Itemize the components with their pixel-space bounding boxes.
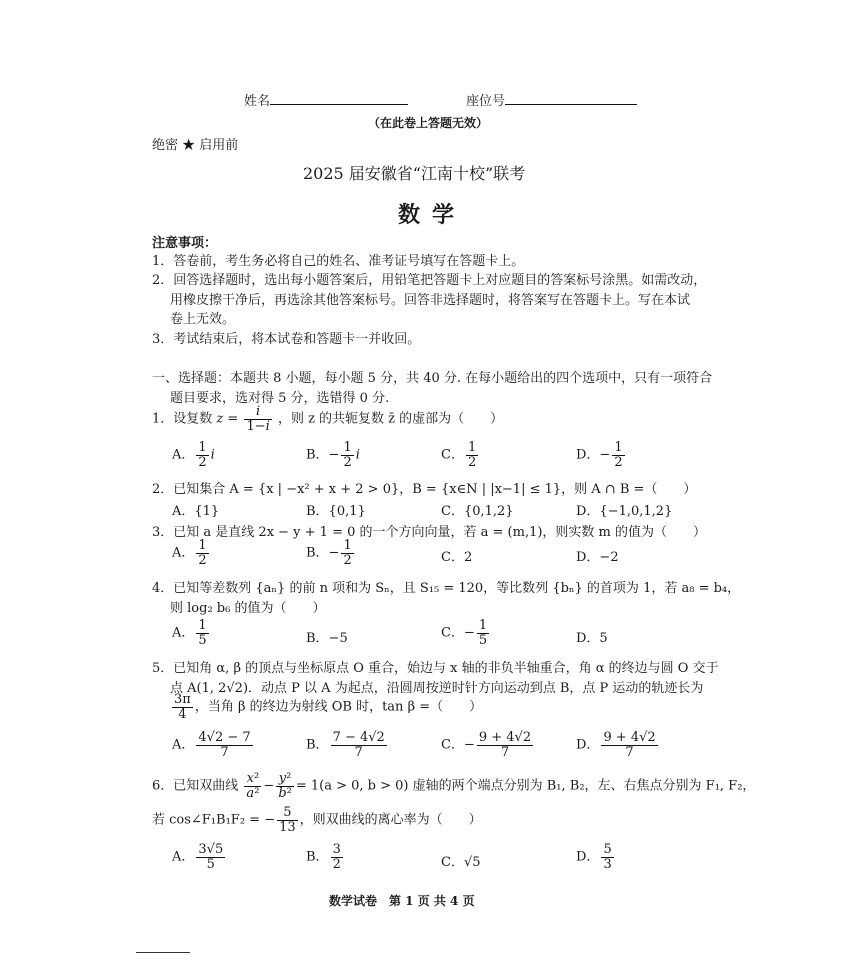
q5-option-a: A． $\frac{4√2 - 7}{7}$ — [172, 730, 251, 760]
q4-option-d: D．5 — [576, 631, 608, 646]
q6-option-a: A． $\frac{3√5}{5}$ — [172, 842, 224, 872]
q2-option-a: A．{1} — [172, 504, 220, 519]
q3-option-d: D．−2 — [576, 550, 619, 565]
q6-option-b: B． $\frac{3}{2}$ — [306, 842, 341, 872]
q3-option-b: B．− $\frac{1}{2}$ — [306, 538, 352, 568]
question-6: 6．已知双曲线 $\frac{\text{x²}}{\text{a²}}$ − $\frac{\text{y²}}{\text{b²}}$ = 1(a > 0, b > 0) 虚轴的两个端点分别为 B₁, B₂，左、右焦点分别为 F₁, F₂， — [152, 771, 756, 801]
page-footer: 数学试卷 第 1 页 共 4 页 — [329, 894, 475, 908]
question-2: 2．已知集合 A = {x | −x² + x + 2 > 0}，B = {x∈N | |x−1| ≤ 1}，则 A ∩ B =（ ） — [152, 482, 697, 497]
q5-option-c: C．− $\frac{9 + 4√2}{7}$ — [441, 730, 532, 760]
q3-option-a: A． $\frac{1}{2}$ — [172, 538, 207, 568]
question-6-cont: 若 cos∠F₁B₁F₂ = − $\frac{5}{13}$ ，则双曲线的离心率为（ ） — [152, 805, 482, 835]
question-5: 5．已知角 α, β 的顶点与坐标原点 O 重合，始边与 x 轴的非负半轴重合，角 α 的终边与圆 O 交于 — [152, 661, 719, 676]
question-4: 4．已知等差数列 {aₙ} 的前 n 项和为 Sₙ，且 S₁₅ = 120，等比数列 {bₙ} 的首项为 1，若 a₈ = b₄， — [152, 581, 741, 596]
notice-item: 用橡皮擦干净后，再选涂其他答案标号。回答非选择题时，将答案写在答题卡上。写在本试 — [170, 293, 691, 308]
q2-option-d: D．{−1,0,1,2} — [576, 504, 673, 519]
q2-option-c: C．{0,1,2} — [441, 504, 514, 519]
name-label: 姓名 — [244, 90, 408, 109]
q4-option-a: A． $\frac{1}{5}$ — [172, 618, 207, 648]
bottom-rule — [136, 952, 190, 953]
question-5-cont: 点 A(1, 2√2)．动点 P 以 A 为起点，沿圆周按逆时针方向运动到点 B，点 P 运动的轨迹长为 — [170, 681, 704, 696]
section-heading: 一、选择题：本题共 8 小题，每小题 5 分，共 40 分. 在每小题给出的四个选项中，只有一项符合 — [152, 371, 713, 386]
notice-item: 1．答卷前，考生务必将自己的姓名、准考证号填写在答题卡上。 — [152, 254, 525, 269]
q6-option-c: C．√5 — [441, 855, 481, 870]
section-heading-cont: 题目要求，选对得 5 分，选错得 0 分. — [170, 391, 390, 406]
question-1: 1．设复数 z = $\frac{i}{1-i}$ ，则 z 的共轭复数 z̄ 的虚部为（ ） — [152, 404, 504, 434]
seat-label: 座位号 — [466, 90, 637, 109]
q1-option-a: A． $\frac{1}{2}$ i — [172, 440, 215, 470]
q1-option-b: B．− $\frac{1}{2}$ i — [306, 440, 360, 470]
q5-option-b: B． $\frac{7 - 4√2}{7}$ — [306, 730, 385, 760]
q6-option-d: D． $\frac{5}{3}$ — [576, 842, 612, 872]
q4-option-b: B．−5 — [306, 631, 348, 646]
question-3: 3．已知 a 是直线 2x − y + 1 = 0 的一个方向向量，若 a = (m,1)，则实数 m 的值为（ ） — [152, 525, 707, 540]
exam-title: 2025 届安徽省“江南十校”联考 — [303, 164, 526, 183]
q5-option-d: D． $\frac{9 + 4√2}{7}$ — [576, 730, 656, 760]
notice-item: 2．回答选择题时，选出每小题答案后，用铅笔把答题卡上对应题目的答案标号涂黑。如需改动， — [152, 273, 707, 288]
notice-item: 卷上无效。 — [170, 312, 236, 327]
q4-option-c: C．− $\frac{1}{5}$ — [441, 618, 488, 648]
q3-option-c: C．2 — [441, 550, 473, 565]
q2-option-b: B．{0,1} — [306, 504, 366, 519]
question-4-cont: 则 log₂ b₆ 的值为（ ） — [170, 601, 326, 616]
q1-option-c: C． $\frac{1}{2}$ — [441, 440, 477, 470]
question-5-cont2: $\frac{3\pi}{4}$ ，当角 β 的终边为射线 OB 时，tan β =（ ） — [174, 692, 483, 722]
secret-label: 绝密 ★ 启用前 — [152, 138, 239, 153]
subject-title: 数学 — [398, 202, 467, 228]
notice-item: 3．考试结束后，将本试卷和答题卡一并收回。 — [152, 332, 421, 347]
answer-invalid-note: （在此卷上答题无效） — [368, 116, 489, 130]
notice-heading: 注意事项： — [152, 236, 218, 251]
q1-option-d: D．− $\frac{1}{2}$ — [576, 440, 623, 470]
